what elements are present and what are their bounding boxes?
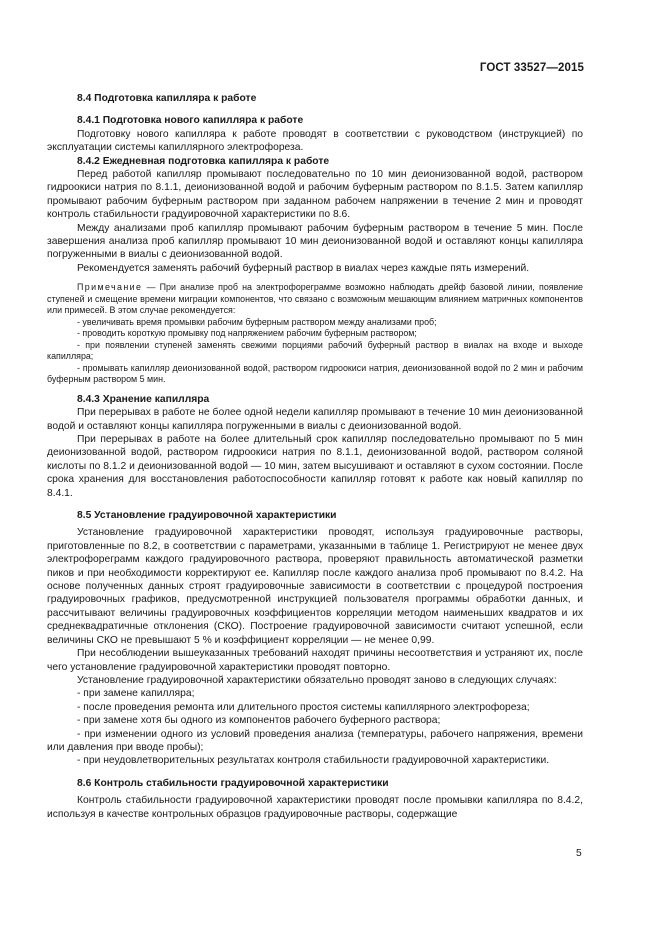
paragraph: При перерывах в работе на более длительный срок капилляр последовательно промывают по 5 мин деионизованной водой, раствором гидроокиси натрия по 8.1.1, деионизованной водой, раствором соляной кислоты по 8.1.2 и деионизованной водой — 10 мин, затем высушивают и оставляют в сухом состоянии. После срока хранения для восстановления работоспособности капилляр готовят к работе как новый капилляр по 8.4.1. xyxy=(47,434,583,499)
section-title-8-4: 8.4 Подготовка капилляра к работе xyxy=(77,93,257,104)
list-item: - при неудовлетворительных результатах контроля стабильности градуировочной характеристики. xyxy=(77,755,550,767)
list-item: - после проведения ремонта или длительного простоя системы капиллярного электрофореза; xyxy=(77,701,530,713)
page-body xyxy=(47,92,583,821)
section-title-8-6: 8.6 Контроль стабильности градуировочной характеристики xyxy=(77,777,389,789)
paragraph: Контроль стабильности градуировочной характеристики проводят после промывки капилляра по 8.4.2, используя в качестве контрольных образцов градуировочные растворы, содержащие xyxy=(47,795,583,820)
note-item: - увеличивать время промывки рабочим буферным раствором между анализами проб; xyxy=(77,316,437,327)
paragraph: Между анализами проб капилляр промывают рабочим буферным раствором в течение 5 мин. После завершения анализа проб капилляр промывают 10 мин деионизованной водой и оставляют концы капилляра погруженными в виалы с деионизованной водой. xyxy=(47,222,583,261)
subsection-title-8-4-1: 8.4.1 Подготовка нового капилляра к работе xyxy=(77,115,304,127)
paragraph: Подготовку нового капилляра к работе проводят в соответствии с руководством (инструкцией) по эксплуатации системы капиллярного электрофореза. xyxy=(47,128,583,154)
subsection-title-8-4-3: 8.4.3 Хранение капилляра xyxy=(77,393,210,405)
paragraph: При перерывах в работе не более одной недели капилляр промывают в течение 10 мин деионизованной водой и оставляют концы капилляра погруженными в виалы с деионизованной водой. xyxy=(47,407,583,432)
page-number: 5 xyxy=(576,848,582,859)
paragraph: Перед работой капилляр промывают последовательно по 10 мин деионизованной водой, раствором гидроокиси натрия по 8.1.1, деионизованной водой и рабочим буферным раствором по 8.1.5. Затем капилляр промывают рабочим буферным раствором при заданном рабочем напряжении в течение 2 мин и проводят контроль стабильности градуировочной характеристики по 8.6. xyxy=(47,169,583,221)
paragraph: Установление градуировочной характеристики обязательно проводят заново в следующих случаях: xyxy=(77,674,557,686)
paragraph: Рекомендуется заменять рабочий буферный раствор в виалах через каждые пять измерений. xyxy=(77,262,530,274)
list-item: - при замене капилляра; xyxy=(77,688,195,700)
paragraph: Установление градуировочной характеристики проводят, используя градуировочные растворы, приготовленные по 8.2, в соответствии с параметрами, указанными в таблице 1. Регистрируют не менее двух электрофореграмм каждого градуировочного раствора, проверяют правильность автоматической разметки пиков и при необходимости корректируют ее. Капилляр после каждого анализа проб промывают по 8.4.2. На основе полученных данных строят градуировочные зависимости в соответствии с процедурой построения градуировочных графиков, предусмотренной инструкцией пользователя программы обработки данных, и рассчитывают величины градуировочных коэффициентов корреляции методом наименьших квадратов и их среднеквадратичные отклонения (СКО). Построение градуировочной зависимости считают успешной, если величины СКО не превышают 5 % и коэффициент корреляции — не менее 0,99. xyxy=(47,527,583,646)
subsection-title-8-4-2: 8.4.2 Ежедневная подготовка капилляра к работе xyxy=(77,155,330,167)
note-block xyxy=(47,282,583,386)
document-number: ГОСТ 33527—2015 xyxy=(479,62,584,74)
note-item: - промывать капилляр деионизованной водой, раствором гидроокиси натрия, деионизованной водой по 2 мин и рабочим буферным раствором 5 мин. xyxy=(47,362,583,385)
note-text: — При анализе проб на электрофореграмме возможно наблюдать дрейф базовой линии, появление ступеней и смещение времени миграции компонентов, что связано с возможным мешающим влиянием матричных компонентов или примесей. В этом случае рекомендуется: xyxy=(47,282,583,316)
note-item: - проводить короткую промывку под напряжением рабочим буферным раствором; xyxy=(77,328,417,339)
list-item: - при изменении одного из условий проведения анализа (температуры, рабочего напряжения, времени или давления при вводе пробы); xyxy=(47,728,583,753)
list-item: - при замене хотя бы одного из компонентов рабочего буферного раствора; xyxy=(77,715,441,727)
note-label: Примечание xyxy=(77,282,143,293)
paragraph: При несоблюдении вышеуказанных требований находят причины несоответствия и устраняют их, после чего установление градуировочной характеристики проводят повторно. xyxy=(47,648,583,673)
note-item: - при появлении ступеней заменять свежими порциями рабочий буферный раствор в виалах на входе и выходе капилляра; xyxy=(47,339,583,362)
section-title-8-5: 8.5 Установление градуировочной характеристики xyxy=(77,510,337,522)
